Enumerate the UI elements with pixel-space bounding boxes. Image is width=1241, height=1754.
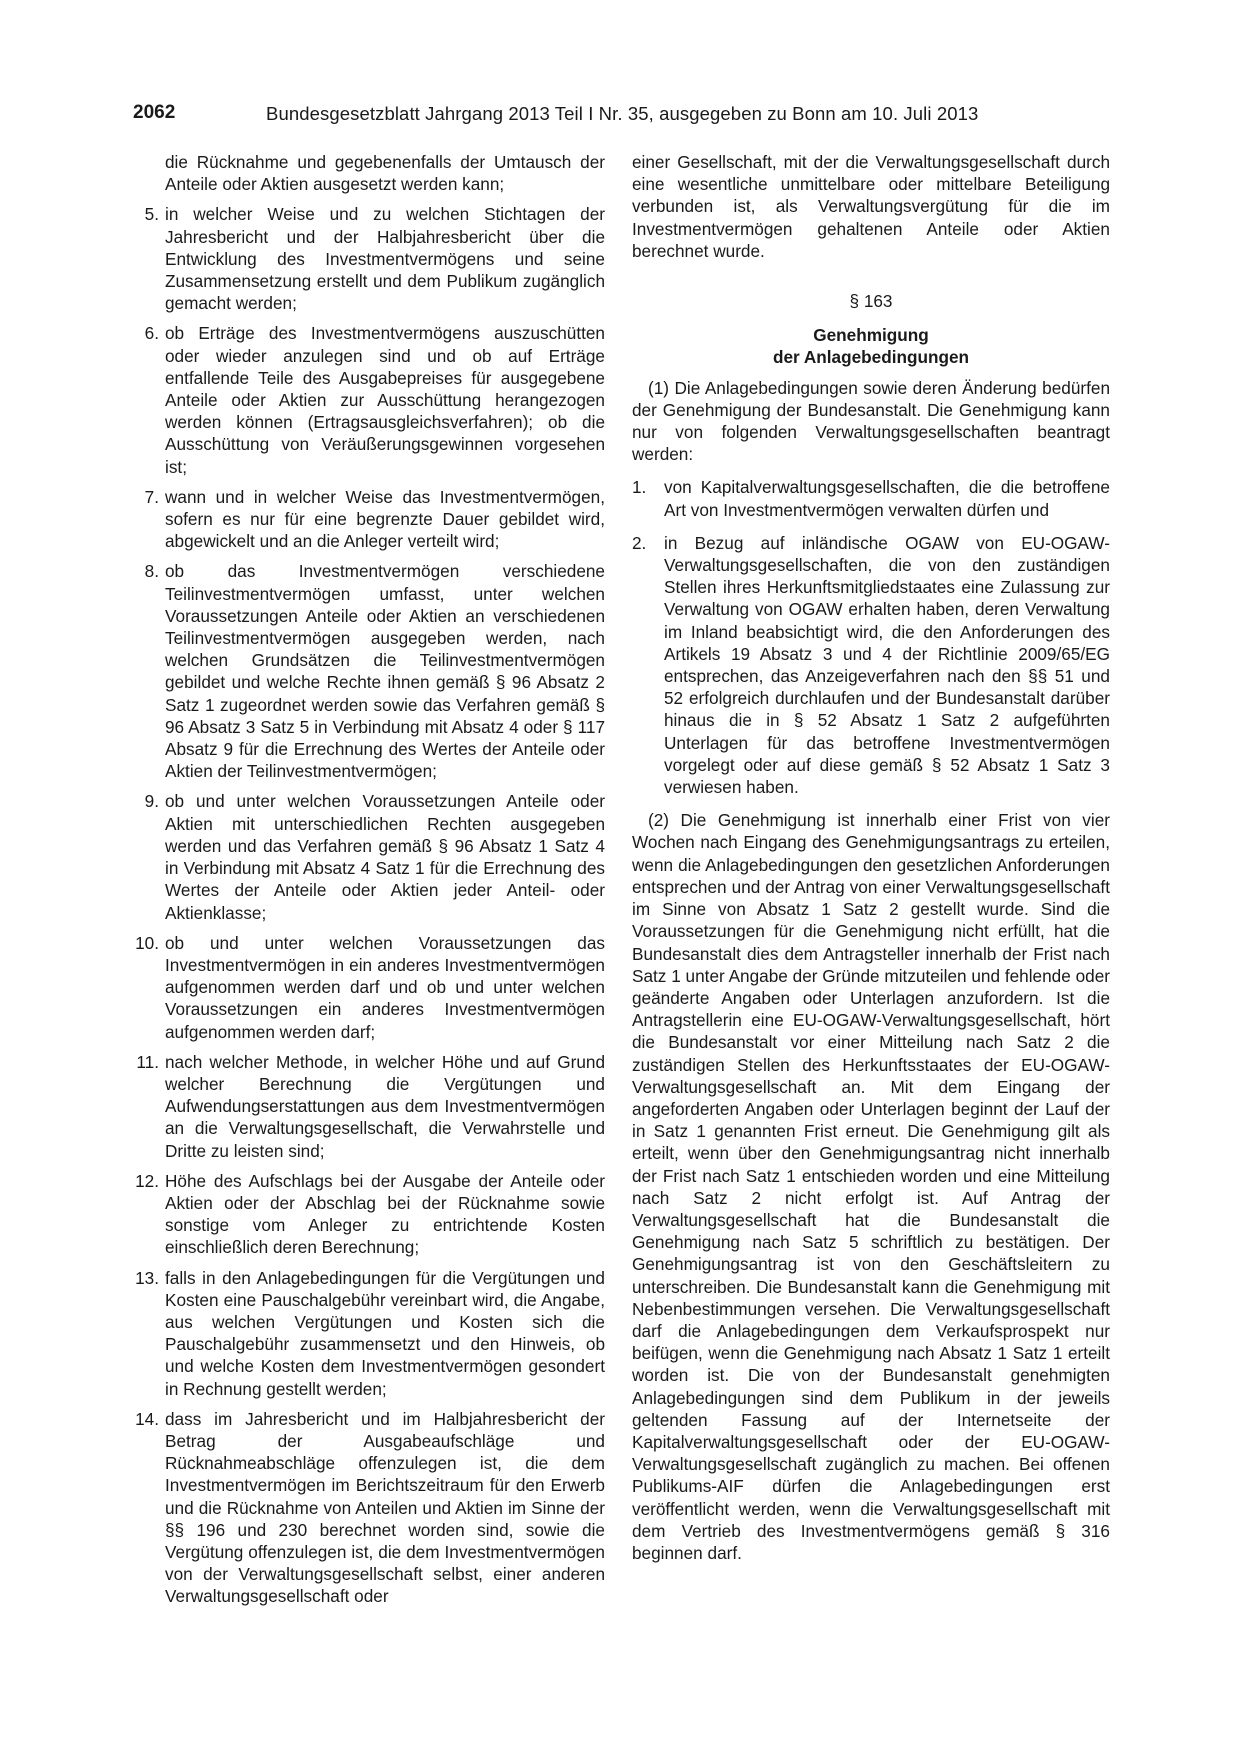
item-number: 12. xyxy=(135,1170,159,1191)
item-number: 1. xyxy=(632,477,647,498)
item-text: nach welcher Methode, in welcher Höhe und auf Grund welcher Berechnung die Vergütungen und Aufwendungserstattungen aus dem Investmentvermögen an die Verwaltungsgesellschaft, die Verwahrstelle und Dritte zu leisten sind; xyxy=(165,1051,605,1161)
item-text: ob Erträge des Investmentvermögens auszuschütten oder wieder anzulegen sind und ob auf Erträge entfallende Teile des Ausgabepreises für ausgegebene Anteile oder Aktien zur Ausschüttung herangezogen werden können (Ertragsausgleichsverfahren); ob die Ausschüttung von Veräußerungsgewinnen vorgesehen ist; xyxy=(165,323,605,477)
list-item xyxy=(632,476,1110,520)
item-text: ob und unter welchen Voraussetzungen das Investmentvermögen in ein anderes Investmentvermögen aufgenommen werden darf und ob und unter welchen Voraussetzungen ein anderes Investmentvermögen aufgenommen werden darf; xyxy=(165,932,605,1042)
list-item xyxy=(632,532,1110,798)
continuation-text: einer Gesellschaft, mit der die Verwaltungsgesellschaft durch eine wesentliche unmittelbare oder mittelbare Beteiligung verbunden ist, als Verwaltungsvergütung für die im Investmentvermögen gehaltenen Anteile oder Aktien berechnet wurde. xyxy=(632,152,1110,261)
list-item xyxy=(125,1051,605,1162)
item-number: 7. xyxy=(144,486,159,507)
continuation-text: die Rücknahme und gegebenenfalls der Umtausch der Anteile oder Aktien ausgesetzt werden kann; xyxy=(165,152,605,195)
item-text: in Bezug auf inländische OGAW von EU-OGAW-Verwaltungsgesellschaften, die von den zuständigen Stellen ihres Herkunftsmitgliedstaates eine Zulassung zur Verwaltung von OGAW erhalten haben, deren Verwaltung im Inland beabsichtigt wird, die den Anforderungen des Artikels 19 Absatz 3 und 4 der Richtlinie 2009/65/EG entsprechen, das Anzeigeverfahren nach den §§ 51 und 52 erfolgreich durchlaufen und der Bundesanstalt darüber hinaus die in § 52 Absatz 1 Satz 2 aufgeführten Unterlagen für das betroffene Investmentvermögen vorgelegt oder auf diese gemäß § 52 Absatz 1 Satz 3 verwiesen haben. xyxy=(664,532,1110,798)
item-text: von Kapitalverwaltungsgesellschaften, die die betroffene Art von Investmentvermögen verwalten dürfen und xyxy=(664,477,1110,520)
list-item xyxy=(125,203,605,314)
enumerated-list xyxy=(125,203,605,1607)
list-item xyxy=(125,322,605,477)
section-heading-line: Genehmigung xyxy=(813,325,929,346)
page-number: 2062 xyxy=(133,102,176,123)
item-number: 5. xyxy=(144,204,159,225)
section-heading-line: der Anlagebedingungen xyxy=(772,347,970,368)
item-number: 11. xyxy=(136,1051,159,1072)
list-item xyxy=(125,932,605,1043)
list-item xyxy=(125,790,605,923)
paragraph-2: (2) Die Genehmigung ist innerhalb einer Frist von vier Wochen nach Eingang des Genehmigungsantrags zu erteilen, wenn die Anlagebedingungen den gesetzlichen Anforderungen entsprechen und der Antrag von einer Verwaltungsgesellschaft im Sinne von Absatz 1 Satz 2 gestellt wurde. Sind die Voraussetzungen für die Genehmigung nicht erfüllt, hat die Bundesanstalt dies dem Antragsteller innerhalb der Frist nach Satz 1 unter Angabe der Gründe mitzuteilen und fehlende oder geänderte Angaben oder Unterlagen anzufordern. Ist die Antragstellerin eine EU-OGAW-Verwaltungsgesellschaft, hört die Bundesanstalt vor einer Mitteilung nach Satz 2 die zuständigen Stellen des Herkunftsstaates der EU-OGAW-Verwaltungsgesellschaft an. Mit dem Eingang der angeforderten Angaben oder Unterlagen beginnt der Lauf der in Satz 1 genannten Frist erneut. Die Genehmigung gilt als erteilt, wenn über den Genehmigungsantrag nicht innerhalb der Frist nach Satz 1 entschieden worden und eine Mitteilung nach Satz 2 nicht erfolgt ist. Auf Antrag der Verwaltungsgesellschaft hat die Bundesanstalt die Genehmigung nach Satz 5 schriftlich zu bestätigen. Der Genehmigungsantrag ist von den Geschäftsleitern zu unterschreiben. Die Bundesanstalt kann die Genehmigung mit Nebenbestimmungen versehen. Die Verwaltungsgesellschaft darf die Anlagebedingungen dem Verkaufsprospekt nur beifügen, wenn die Genehmigung nach Absatz 1 Satz 1 erteilt worden ist. Die von der Bundesanstalt genehmigten Anlagebedingungen sind dem Publikum in der jeweils geltenden Fassung auf der Internetseite der Kapitalverwaltungsgesellschaft oder der EU-OGAW-Verwaltungsgesellschaft zugänglich zu machen. Bei offenen Publikums-AIF dürfen die Anlagebedingungen erst veröffentlicht werden, wenn die Verwaltungsgesellschaft mit dem Vertrieb des Investmentvermögens gemäß § 316 beginnen darf. xyxy=(632,810,1110,1563)
item-text: ob und unter welchen Voraussetzungen Anteile oder Aktien mit unterschiedlichen Rechten ausgegeben werden und das Verfahren gemäß § 96 Absatz 1 Satz 4 in Verbindung mit Absatz 4 Satz 1 für die Errechnung des Wertes der Anteile oder Aktien jeder Anteil- oder Aktienklasse; xyxy=(165,791,605,923)
list-item xyxy=(125,486,605,553)
item-number: 6. xyxy=(144,323,159,344)
item-number: 13. xyxy=(135,1267,159,1288)
item-number: 8. xyxy=(144,561,159,582)
item-number: 2. xyxy=(632,532,647,553)
right-column xyxy=(632,151,1110,1564)
left-column xyxy=(125,151,605,1608)
item-text: in welcher Weise und zu welchen Stichtagen der Jahresbericht und der Halbjahresbericht über die Entwicklung des Investmentvermögens und seine Zusammensetzung erstellt und dem Publikum zugänglich gemacht werden; xyxy=(165,204,605,314)
enumerated-list xyxy=(632,476,1110,798)
section-heading xyxy=(632,324,1110,368)
list-item xyxy=(125,1408,605,1608)
list-item xyxy=(125,560,605,782)
item-text: ob das Investmentvermögen verschiedene Teilinvestmentvermögen umfasst, unter welchen Voraussetzungen Anteile oder Aktien an verschiedenen Teilinvestmentvermögen ausgegeben werden, nach welchen Grundsätzen die Teilinvestmentvermögen gebildet und welche Rechte ihnen gemäß § 96 Absatz 2 Satz 1 zugeordnet werden sowie das Verfahren gemäß § 96 Absatz 3 Satz 5 in Verbindung mit Absatz 4 oder § 117 Absatz 9 für die Errechnung des Wertes der Anteile oder Aktien der Teilinvestmentvermögen; xyxy=(165,561,605,782)
item-number: 9. xyxy=(144,791,159,812)
item-text: falls in den Anlagebedingungen für die Vergütungen und Kosten eine Pauschalgebühr vereinbart wird, die Angabe, aus welchen Vergütungen und Kosten sich die Pauschalgebühr zusammensetzt und den Hinweis, ob und welche Kosten dem Investmentvermögen gesondert in Rechnung gestellt werden; xyxy=(165,1267,605,1399)
list-item xyxy=(125,1170,605,1259)
section-number: § 163 xyxy=(849,291,893,312)
item-text: Höhe des Aufschlags bei der Ausgabe der Anteile oder Aktien oder der Abschlag bei der Rücknahme sowie sonstige vom Anleger zu entrichtende Kosten einschließlich deren Berechnung; xyxy=(165,1170,605,1258)
item-text: dass im Jahresbericht und im Halbjahresbericht der Betrag der Ausgabeaufschläge und Rücknahmeabschläge offenzulegen ist, die dem Investmentvermögen im Berichtszeitraum für den Erwerb und die Rücknahme von Anteilen und Aktien im Sinne der §§ 196 und 230 berechnet worden sind, sowie die Vergütung offenzulegen ist, die dem Investmentvermögen von der Verwaltungsgesellschaft selbst, einer anderen Verwaltungsgesellschaft oder xyxy=(165,1408,605,1607)
item-number: 14. xyxy=(135,1408,159,1429)
page-header xyxy=(133,102,1103,126)
running-title: Bundesgesetzblatt Jahrgang 2013 Teil I Nr. 35, ausgegeben zu Bonn am 10. Juli 2013 xyxy=(266,103,979,124)
item-text: wann und in welcher Weise das Investmentvermögen, sofern es nur für eine begrenzte Dauer gebildet wird, abgewickelt und an die Anleger verteilt wird; xyxy=(165,486,605,552)
item-number: 10. xyxy=(135,932,159,953)
paragraph-1: (1) Die Anlagebedingungen sowie deren Änderung bedürfen der Genehmigung der Bundesanstalt. Die Genehmigung kann nur von folgenden Verwaltungsgesellschaften beantragt werden: xyxy=(632,377,1110,465)
list-item xyxy=(125,1267,605,1400)
